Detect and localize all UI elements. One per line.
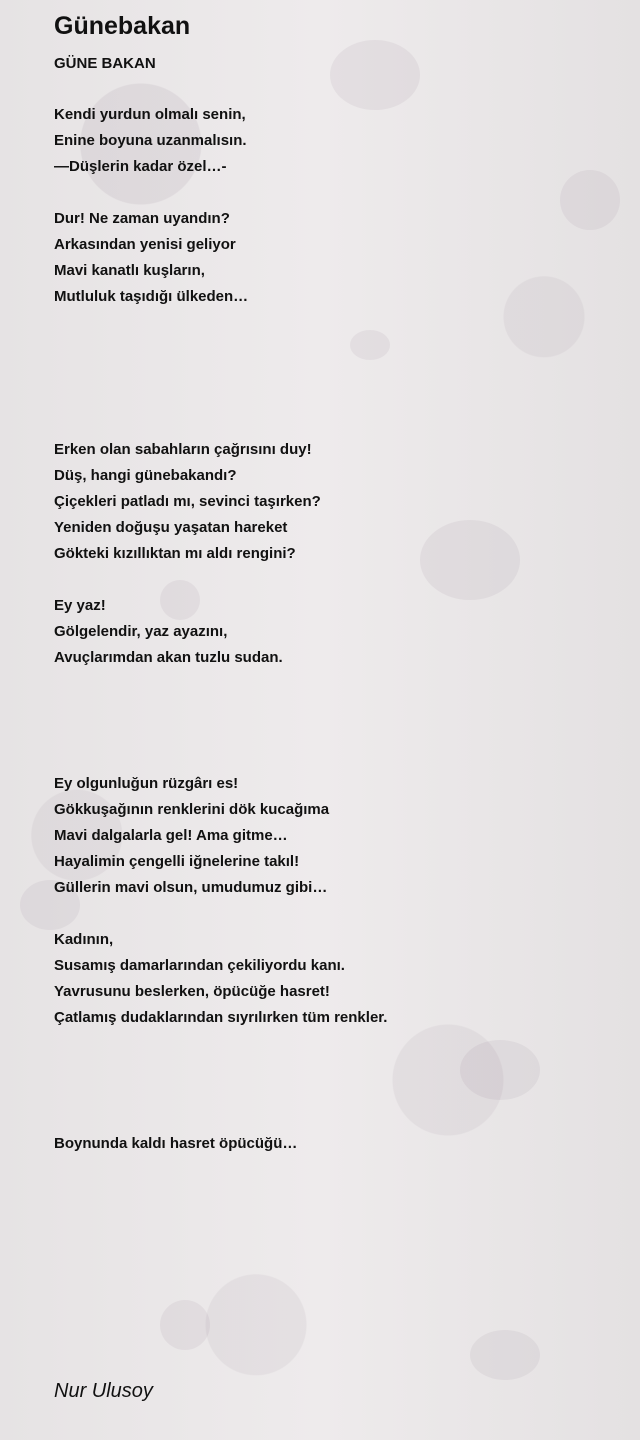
poem-line: Kadının, <box>54 931 114 948</box>
poem-stanza <box>54 593 283 671</box>
poem-line: Hayalimin çengelli iğnelerine takıl! <box>54 853 300 870</box>
poem-line: Mavi dalgalarla gel! Ama gitme… <box>54 827 288 844</box>
background-stain <box>330 40 420 110</box>
poem-line: Avuçlarımdan akan tuzlu sudan. <box>54 649 283 666</box>
poem-subtitle: GÜNE BAKAN <box>54 55 156 72</box>
poem-stanza <box>54 206 248 310</box>
poem-line: Düş, hangi günebakandı? <box>54 467 237 484</box>
poem-line: Gökkuşağının renklerini dök kucağıma <box>54 801 330 818</box>
poem-stanza <box>54 1131 297 1157</box>
poem-stanza <box>54 927 387 1031</box>
poem-stanza <box>54 437 321 567</box>
poem-line: Ey yaz! <box>54 597 106 614</box>
poem-line: Arkasından yenisi geliyor <box>54 236 236 253</box>
poem-line: Çiçekleri patladı mı, sevinci taşırken? <box>54 493 321 510</box>
poem-stanza <box>54 102 247 180</box>
poem-line: Gökteki kızıllıktan mı aldı rengini? <box>54 545 296 562</box>
poem-title: Günebakan <box>54 12 191 40</box>
poem-line: Susamış damarlarından çekiliyordu kanı. <box>54 957 345 974</box>
poem-line: Boynunda kaldı hasret öpücüğü… <box>54 1135 298 1152</box>
poem-line: Mutluluk taşıdığı ülkeden… <box>54 288 249 305</box>
poem-line: Çatlamış dudaklarından sıyrılırken tüm renkler. <box>54 1009 388 1026</box>
background-stain <box>460 1040 540 1100</box>
poem-line: Kendi yurdun olmalı senin, <box>54 106 246 123</box>
poem-line: Ey olgunluğun rüzgârı es! <box>54 775 239 792</box>
poem-line: Erken olan sabahların çağrısını duy! <box>54 441 312 458</box>
poem-stanza <box>54 771 329 901</box>
poem-line: Dur! Ne zaman uyandın? <box>54 210 230 227</box>
background-stain <box>420 520 520 600</box>
poem-line: —Düşlerin kadar özel…- <box>54 158 227 175</box>
poem-line: Yeniden doğuşu yaşatan hareket <box>54 519 288 536</box>
poem-line: Mavi kanatlı kuşların, <box>54 262 205 279</box>
background-stain <box>470 1330 540 1380</box>
background-stain <box>160 1300 210 1350</box>
poem-author: Nur Ulusoy <box>54 1380 153 1402</box>
poem-line: Gölgelendir, yaz ayazını, <box>54 623 228 640</box>
background-stain <box>560 170 620 230</box>
poem-line: Güllerin mavi olsun, umudumuz gibi… <box>54 879 328 896</box>
poem-line: Yavrusunu beslerken, öpücüğe hasret! <box>54 983 330 1000</box>
background-stain <box>350 330 390 360</box>
poem-line: Enine boyuna uzanmalısın. <box>54 132 247 149</box>
